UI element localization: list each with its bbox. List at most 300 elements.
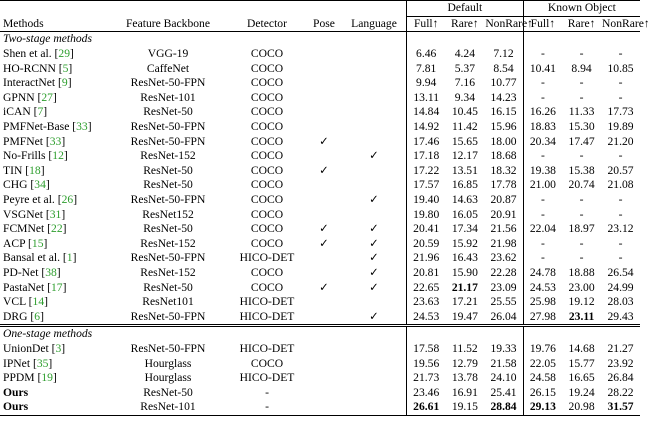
known-full-cell: 22.05 [529, 356, 556, 370]
citation-link[interactable]: 19 [41, 371, 53, 385]
table-row [0, 266, 640, 281]
table-row [0, 280, 640, 295]
backbone-cell: ResNet-50-FPN [130, 309, 206, 323]
method-name: DRG [3, 309, 31, 323]
method-cell: TIN [18] [3, 163, 45, 177]
detector-cell: COCO [250, 90, 284, 104]
language-cell [342, 207, 407, 222]
language-cell [342, 295, 407, 310]
pose-cell: ✓ [319, 222, 329, 236]
method-cell [0, 385, 108, 400]
table-row [0, 222, 640, 237]
known-nonrare-cell: - [618, 251, 623, 265]
known-nonrare-cell: 20.57 [607, 163, 634, 177]
default-rare-cell: 12.17 [451, 149, 478, 163]
backbone-cell: ResNet-50-FPN [130, 341, 206, 355]
table-row [0, 400, 640, 415]
default-rare-cell: 19.15 [445, 400, 484, 415]
method-cell: Shen et al. [29] [3, 47, 74, 61]
known-nonrare-cell: 23.92 [607, 356, 634, 370]
table-row [0, 385, 640, 400]
method-cell: No-Frills [12] [3, 149, 68, 163]
known-rare-cell: 23.00 [568, 280, 595, 294]
method-cell [0, 400, 108, 415]
known-full-cell: 16.26 [529, 105, 556, 119]
pose-cell [306, 295, 342, 310]
table-row [0, 120, 640, 135]
default-nonrare-cell: 17.78 [484, 178, 523, 193]
pose-cell [306, 309, 342, 325]
default-full-cell: 23.46 [413, 385, 440, 399]
default-rare-cell: 15.90 [451, 265, 478, 279]
table-row [0, 295, 640, 310]
known-rare-cell: 18.97 [568, 222, 595, 236]
known-full-cell: 19.76 [529, 341, 556, 355]
detector-cell: HICO-DET [239, 341, 295, 355]
known-nonrare-cell: - [618, 47, 623, 61]
default-group-header: Default [407, 1, 524, 17]
table-row [0, 105, 640, 120]
method-name: Peyre et al. [3, 193, 58, 207]
backbone-cell: ResNet-50 [143, 163, 193, 177]
known-full-cell: 24.53 [529, 280, 556, 294]
detector-cell: COCO [250, 207, 284, 221]
language-cell [342, 342, 407, 357]
language-cell [342, 47, 407, 62]
backbone-cell: ResNet-50-FPN [130, 134, 206, 148]
default-nonrare-header: NonRare↑ [485, 16, 533, 30]
language-cell [342, 134, 407, 149]
backbone-cell: ResNet-50-FPN [130, 193, 206, 207]
default-full-header: Full↑ [407, 16, 446, 32]
backbone-cell: ResNet-50 [143, 385, 193, 399]
table-row [0, 193, 640, 208]
detector-cell: COCO [250, 105, 284, 119]
group-label: Two-stage methods [0, 32, 407, 47]
known-full-cell: 24.78 [529, 265, 556, 279]
known-full-cell: - [540, 193, 545, 207]
language-cell [342, 371, 407, 386]
method-cell: UnionDet [3] [3, 341, 66, 355]
default-rare-cell: 17.34 [451, 222, 478, 236]
known-rare-cell: - [579, 149, 584, 163]
method-cell: Bansal et al. [1] [3, 251, 77, 265]
table-row [0, 342, 640, 357]
method-cell: IPNet [35] [3, 356, 53, 370]
detector-cell: COCO [250, 47, 284, 61]
default-full-cell: 17.22 [413, 163, 440, 177]
backbone-cell: ResNet-50-FPN [130, 120, 206, 134]
method-name: iCAN [3, 105, 34, 119]
default-full-cell: 6.46 [416, 47, 437, 61]
default-rare-cell: 10.45 [451, 105, 478, 119]
citation-link[interactable]: 27 [41, 90, 53, 104]
known-rare-cell: 17.47 [568, 134, 595, 148]
pose-cell [306, 105, 342, 120]
method-name: VSGNet [3, 207, 46, 221]
pose-cell [306, 356, 342, 371]
default-nonrare-cell: 25.41 [484, 385, 523, 400]
known-full-cell: 24.58 [529, 371, 556, 385]
default-nonrare-cell: 20.87 [484, 193, 523, 208]
table-row [0, 356, 640, 371]
citation-link[interactable]: 33 [49, 134, 62, 148]
default-rare-cell: 4.24 [454, 47, 475, 61]
default-rare-cell: 16.43 [451, 251, 478, 265]
backbone-cell: ResNet-101 [140, 90, 196, 104]
known-rare-cell: 16.65 [568, 371, 595, 385]
known-nonrare-cell: - [618, 76, 623, 90]
known-rare-cell: - [579, 47, 584, 61]
known-full-cell: - [540, 76, 545, 90]
default-nonrare-cell: 26.04 [484, 309, 523, 325]
method-cell: HO-RCNN [5] [3, 61, 73, 75]
default-full-cell: 17.57 [413, 178, 440, 192]
known-rare-cell: 20.74 [568, 178, 595, 192]
method-cell: PPDM [19] [3, 371, 57, 385]
default-nonrare-cell: 18.00 [484, 134, 523, 149]
known-object-group-header: Known Object [523, 1, 640, 17]
citation-link[interactable]: 35 [36, 356, 49, 370]
default-rare-cell: 15.65 [451, 134, 478, 148]
detector-cell: COCO [250, 222, 284, 236]
method-name: CHG [3, 178, 31, 192]
known-nonrare-header: NonRare↑ [602, 16, 650, 30]
detector-header: Detector [228, 16, 306, 32]
known-rare-cell: - [579, 251, 584, 265]
default-rare-cell: 16.85 [451, 178, 478, 192]
known-nonrare-cell: - [618, 236, 623, 250]
citation-link[interactable]: 18 [29, 163, 41, 177]
known-full-cell: - [540, 47, 545, 61]
citation-link[interactable]: 14 [32, 295, 45, 309]
backbone-cell: ResNet-50 [143, 178, 193, 192]
method-name: PMFNet-Base [3, 120, 73, 134]
known-nonrare-cell: 29.43 [607, 309, 634, 323]
method-cell: iCAN [7] [3, 105, 48, 119]
known-rare-cell: 19.12 [568, 295, 595, 309]
known-rare-cell: 20.98 [562, 400, 601, 415]
pose-cell: ✓ [319, 163, 329, 177]
detector-cell: COCO [250, 280, 284, 294]
backbone-cell: ResNet-152 [140, 236, 196, 250]
known-full-cell: 20.34 [529, 134, 556, 148]
table-row [0, 47, 640, 62]
detector-cell: HICO-DET [239, 309, 295, 323]
known-nonrare-cell: 17.73 [607, 105, 634, 119]
citation-link[interactable]: 12 [52, 149, 64, 163]
known-rare-cell: - [579, 207, 584, 221]
citation-link[interactable]: 7 [37, 105, 44, 119]
default-rare-cell: 17.21 [451, 295, 478, 309]
known-rare-cell: 15.38 [568, 163, 595, 177]
pose-cell [306, 266, 342, 281]
table-row [0, 91, 640, 106]
default-nonrare-cell: 19.33 [484, 342, 523, 357]
known-nonrare-cell: 31.57 [601, 400, 640, 415]
default-full-cell: 19.40 [413, 193, 440, 207]
known-nonrare-cell: 26.54 [607, 265, 634, 279]
known-full-cell: 27.98 [529, 309, 556, 323]
default-nonrare-cell: 23.09 [484, 280, 523, 295]
methods-header: Methods [0, 16, 108, 32]
language-cell [342, 178, 407, 193]
pose-cell [306, 178, 342, 193]
known-nonrare-cell: 21.08 [607, 178, 634, 192]
method-name: PPDM [3, 371, 38, 385]
detector-cell: - [228, 400, 306, 415]
language-cell: ✓ [342, 280, 407, 295]
detector-cell: COCO [250, 356, 284, 370]
default-rare-cell: 21.17 [451, 280, 478, 294]
pose-cell [306, 61, 342, 76]
pose-cell [306, 371, 342, 386]
language-cell: ✓ [342, 222, 407, 237]
default-full-cell: 17.58 [413, 341, 440, 355]
known-full-cell: - [540, 207, 545, 221]
known-nonrare-cell: - [618, 207, 623, 221]
known-rare-header: Rare↑ [562, 16, 601, 32]
language-cell [342, 105, 407, 120]
table-row [0, 61, 640, 76]
known-full-cell: - [540, 149, 545, 163]
language-cell [342, 400, 407, 415]
method-name: No-Frills [3, 149, 49, 163]
known-rare-cell: 15.77 [568, 356, 595, 370]
default-nonrare-cell: 24.10 [484, 371, 523, 386]
citation-link[interactable]: 34 [34, 178, 46, 192]
backbone-cell: ResNet-101 [108, 400, 228, 415]
detector-cell: COCO [250, 149, 284, 163]
default-full-cell: 23.63 [413, 295, 440, 309]
header-row-groups [0, 1, 640, 17]
backbone-cell: ResNet-152 [140, 265, 196, 279]
default-full-cell: 20.41 [413, 222, 440, 236]
table-row [0, 164, 640, 179]
method-name: Ours [3, 400, 29, 414]
default-nonrare-cell: 8.54 [484, 61, 523, 76]
default-full-cell: 24.53 [413, 309, 440, 323]
method-name: VCL [3, 295, 29, 309]
default-full-cell: 14.92 [413, 120, 440, 134]
backbone-cell: ResNet-50-FPN [130, 76, 206, 90]
table-row [0, 178, 640, 193]
citation-link[interactable]: 22 [51, 222, 63, 236]
known-nonrare-cell: 23.12 [607, 222, 634, 236]
backbone-cell: ResNet-50 [143, 105, 193, 119]
known-rare-cell: 15.30 [568, 120, 595, 134]
pose-cell [306, 47, 342, 62]
language-cell [342, 356, 407, 371]
default-nonrare-cell: 21.98 [484, 237, 523, 252]
default-rare-cell: 11.42 [452, 120, 478, 134]
header-row-columns [0, 16, 640, 32]
known-nonrare-cell: 10.85 [607, 61, 634, 75]
language-cell: ✓ [342, 193, 407, 208]
method-name: Bansal et al. [3, 251, 63, 265]
language-cell: ✓ [342, 237, 407, 252]
detector-cell: COCO [250, 76, 284, 90]
citation-link[interactable]: 31 [49, 207, 62, 221]
detector-cell: COCO [250, 61, 284, 75]
method-cell: InteractNet [9] [3, 76, 72, 90]
backbone-cell: Hourglass [144, 356, 192, 370]
default-full-cell: 19.80 [413, 207, 440, 221]
method-cell: Peyre et al. [26] [3, 193, 78, 207]
default-full-cell: 21.73 [413, 371, 440, 385]
known-rare-cell: 19.24 [568, 385, 595, 399]
known-nonrare-cell: 19.89 [607, 120, 634, 134]
method-name: IPNet [3, 356, 33, 370]
language-cell [342, 61, 407, 76]
default-rare-cell: 11.52 [452, 341, 478, 355]
language-cell [342, 120, 407, 135]
default-rare-cell: 9.34 [454, 90, 475, 104]
group-header-row [0, 32, 640, 47]
default-rare-cell: 19.47 [451, 309, 478, 323]
method-cell: FCMNet [22] [3, 222, 67, 236]
default-full-cell: 14.84 [413, 105, 440, 119]
known-rare-cell: - [579, 236, 584, 250]
default-rare-cell: 13.51 [451, 163, 478, 177]
default-full-cell: 17.46 [413, 134, 440, 148]
table-body [0, 32, 640, 415]
default-full-cell: 13.11 [413, 90, 440, 104]
detector-cell: HICO-DET [239, 295, 295, 309]
method-name: TIN [3, 163, 26, 177]
detector-cell: COCO [250, 120, 284, 134]
known-full-cell: - [540, 236, 545, 250]
language-cell: ✓ [342, 251, 407, 266]
default-nonrare-cell: 15.96 [484, 120, 523, 135]
known-full-cell: 10.41 [529, 61, 556, 75]
citation-link[interactable]: 17 [51, 280, 63, 294]
default-rare-cell: 5.37 [454, 61, 475, 75]
detector-cell: HICO-DET [239, 251, 295, 265]
method-cell: ACP [15] [3, 236, 48, 250]
table-row [0, 309, 640, 325]
group-header-row [0, 326, 640, 342]
citation-link[interactable]: 15 [31, 236, 44, 250]
default-rare-cell: 14.63 [451, 193, 478, 207]
known-nonrare-cell: 26.84 [607, 371, 634, 385]
method-name: PMFNet [3, 134, 46, 148]
known-nonrare-cell: 21.27 [607, 341, 634, 355]
method-cell: CHG [34] [3, 178, 50, 192]
backbone-cell: ResNet-152 [140, 149, 196, 163]
known-rare-cell: 11.33 [568, 105, 595, 119]
language-cell: ✓ [342, 309, 407, 325]
table-row [0, 207, 640, 222]
detector-cell: HICO-DET [239, 371, 295, 385]
known-nonrare-cell: 24.99 [607, 280, 634, 294]
known-nonrare-cell: 21.20 [607, 134, 634, 148]
citation-link[interactable]: 5 [62, 61, 69, 75]
default-full-cell: 26.61 [407, 400, 446, 415]
pose-cell [306, 76, 342, 91]
citation-link[interactable]: 38 [45, 265, 57, 279]
pose-cell [306, 91, 342, 106]
backbone-cell: VGG-19 [147, 47, 189, 61]
default-full-cell: 21.96 [413, 251, 440, 265]
language-cell [342, 91, 407, 106]
backbone-header: Feature Backbone [108, 16, 228, 32]
detector-cell: COCO [250, 193, 284, 207]
known-full-cell: 22.04 [529, 222, 556, 236]
known-full-cell: - [540, 251, 545, 265]
table-row [0, 134, 640, 149]
pose-cell [306, 342, 342, 357]
method-cell: PastaNet [17] [3, 280, 67, 294]
pose-cell [306, 251, 342, 266]
known-rare-cell: 14.68 [568, 341, 595, 355]
default-rare-cell: 16.05 [451, 207, 478, 221]
pose-cell [306, 385, 342, 400]
method-name: FCMNet [3, 222, 48, 236]
default-full-cell: 19.56 [413, 356, 440, 370]
pose-header: Pose [306, 16, 342, 32]
language-cell [342, 164, 407, 179]
known-rare-cell: 18.88 [568, 265, 595, 279]
method-cell: GPNN [27] [3, 90, 57, 104]
citation-link[interactable]: 6 [34, 309, 41, 323]
table-row [0, 371, 640, 386]
default-nonrare-cell: 16.15 [484, 105, 523, 120]
pose-cell [306, 400, 342, 415]
citation-link[interactable]: 29 [58, 47, 70, 61]
default-nonrare-cell: 18.68 [484, 149, 523, 164]
default-rare-cell: 12.79 [451, 356, 478, 370]
citation-link[interactable]: 26 [61, 193, 74, 207]
citation-link[interactable]: 3 [55, 341, 62, 355]
detector-cell: COCO [250, 236, 284, 250]
backbone-cell: Hourglass [144, 371, 192, 385]
known-full-cell: 29.13 [523, 400, 562, 415]
citation-link[interactable]: 1 [66, 251, 73, 265]
method-cell: PMFNet [33] [3, 134, 66, 148]
pose-cell [306, 207, 342, 222]
backbone-cell: ResNet152 [142, 207, 194, 221]
known-full-cell: 21.00 [529, 178, 556, 192]
default-full-cell: 7.81 [416, 61, 437, 75]
language-cell [342, 385, 407, 400]
backbone-cell: ResNet-50 [143, 280, 193, 294]
known-rare-cell: 8.94 [571, 61, 592, 75]
known-nonrare-cell: 28.22 [607, 385, 634, 399]
pose-cell: ✓ [319, 280, 329, 294]
default-rare-cell: 15.92 [451, 236, 478, 250]
pose-cell: ✓ [319, 134, 329, 148]
default-nonrare-cell: 28.84 [484, 400, 523, 415]
citation-link[interactable]: 33 [76, 120, 88, 134]
method-cell: DRG [6] [3, 309, 44, 323]
pose-cell [306, 193, 342, 208]
default-nonrare-cell: 22.28 [484, 266, 523, 281]
backbone-cell: ResNet101 [142, 295, 194, 309]
language-header: Language [342, 16, 407, 32]
default-nonrare-cell: 7.12 [484, 47, 523, 62]
known-full-cell: 18.83 [529, 120, 556, 134]
default-nonrare-cell: 10.77 [484, 76, 523, 91]
default-rare-cell: 13.78 [451, 371, 478, 385]
known-full-cell: 26.15 [529, 385, 556, 399]
group-label: One-stage methods [0, 326, 407, 342]
citation-link[interactable]: 9 [61, 76, 68, 90]
method-cell: PMFNet-Base [33] [3, 120, 92, 134]
default-full-cell: 20.81 [413, 265, 440, 279]
known-nonrare-cell: 28.03 [607, 295, 634, 309]
detector-cell: COCO [250, 178, 284, 192]
